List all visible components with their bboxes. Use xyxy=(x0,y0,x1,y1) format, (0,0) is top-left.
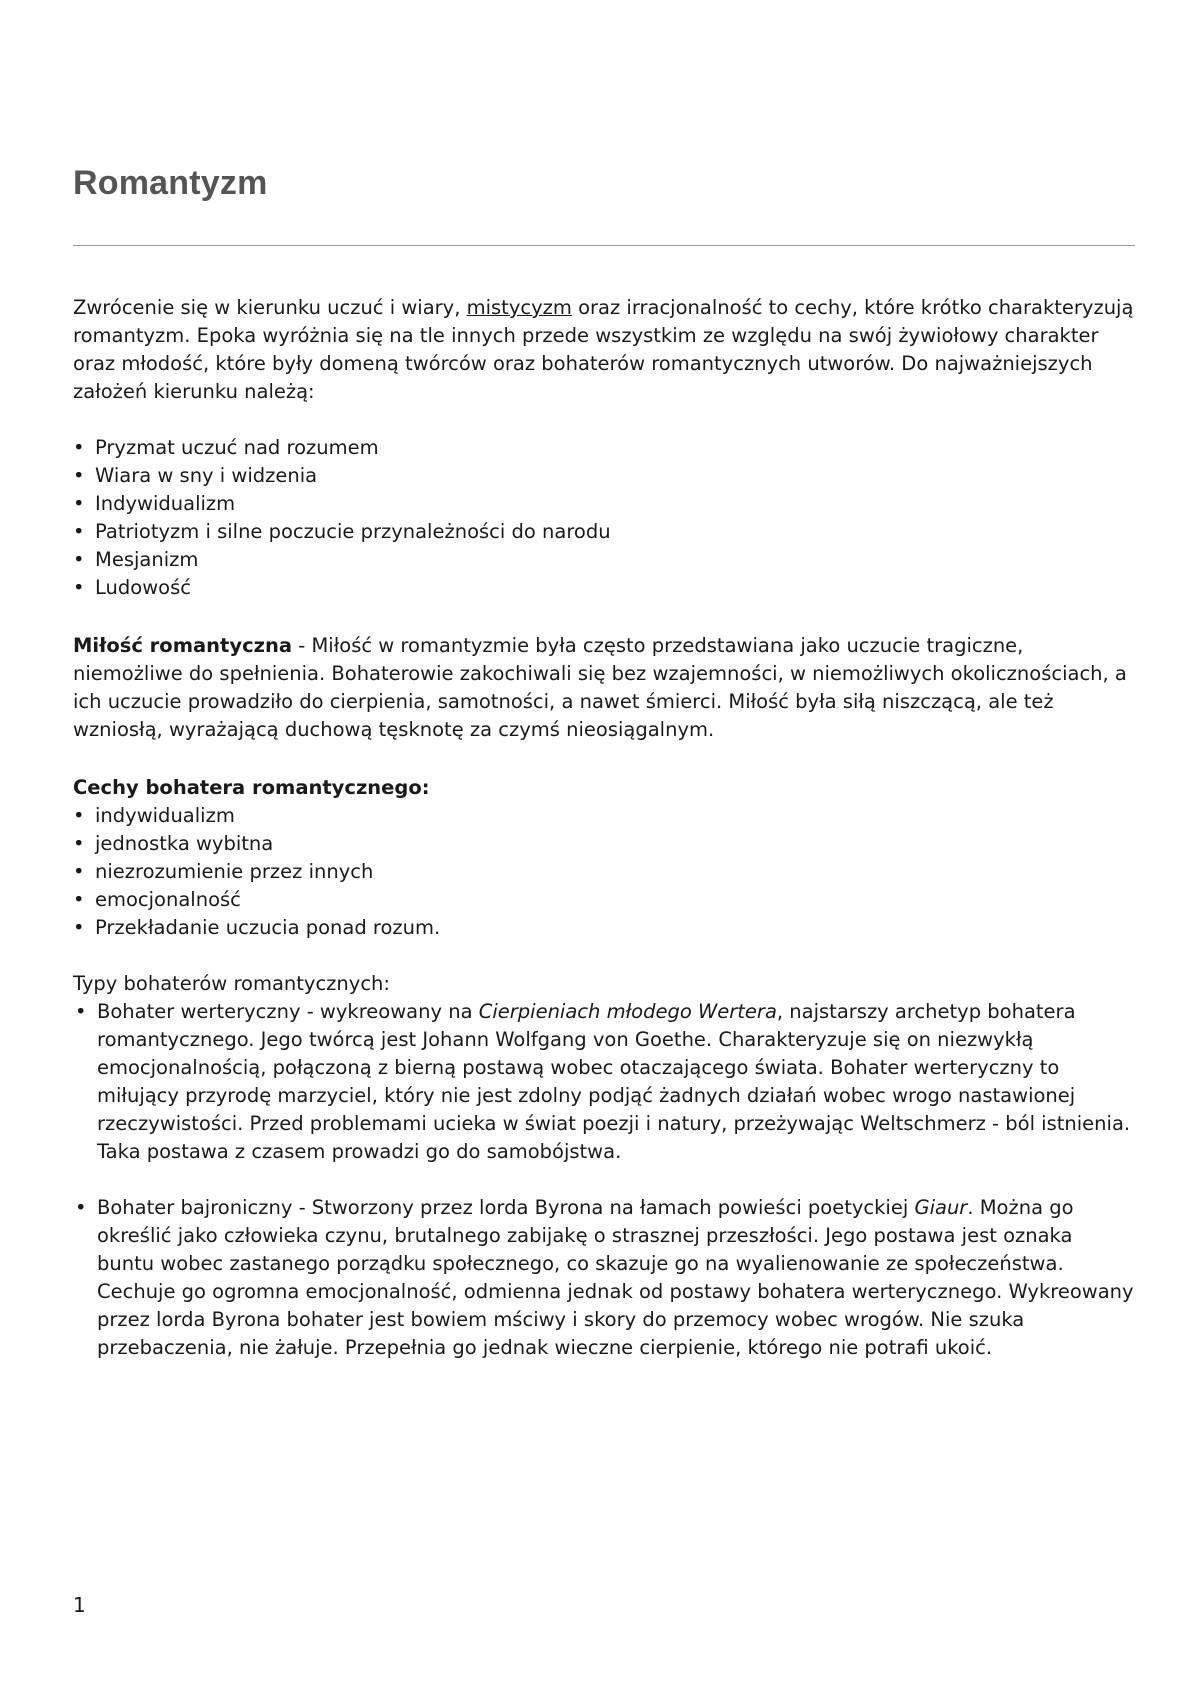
list-item: • Ludowość xyxy=(73,574,1135,602)
document-page xyxy=(73,0,1135,1696)
type-text-end: . Można go określić jako człowieka czynu, brutalnego zabijakę o strasznej przeszłości. Jego postawa jest oznaka buntu wobec zastanego porządku społecznego, co skazuje go na wyalienowanie ze społeczeństwa. Cechuje go ogromna emocjonalność, odmienna jednak od postawy bohatera werterycznego. Wykreowany przez lorda Byrona bohater jest bowiem mściwy i skory do przemocy wobec wrogów. Nie szuka przebaczenia, nie żałuje. Przepełnia go jednak wieczne cierpienie, którego nie potrafi ukoić. xyxy=(97,1196,1134,1359)
intro-underlined-term: mistycyzm xyxy=(466,296,572,319)
list-item xyxy=(73,998,1135,1166)
list-item: • Pryzmat uczuć nad rozumem xyxy=(73,434,1135,462)
intro-paragraph xyxy=(73,294,1135,406)
list-item xyxy=(73,1194,1135,1362)
page-number: 1 xyxy=(73,1593,86,1617)
type-text-end: , najstarszy archetyp bohatera romantycznego. Jego twórcą jest Johann Wolfgang von Goethe. Charakteryzuje się on niezwykłą emocjonalnością, połączoną z bierną postawą wobec otaczającego świata. Bohater werteryczny to miłujący przyrodę marzyciel, który nie jest zdolny podjąć żadnych działań wobec wrogo nastawionej rzeczywistości. Przed problemami ucieka w świat poezji i natury, przeżywając Weltschmerz - ból istnienia. Taka postawa z czasem prowadzi go do samobójstwa. xyxy=(97,1000,1131,1163)
list-item: • Patriotyzm i silne poczucie przynależności do narodu xyxy=(73,518,1135,546)
list-item: • Mesjanizm xyxy=(73,546,1135,574)
list-item: • Przekładanie uczucia ponad rozum. xyxy=(73,914,1135,942)
love-term: Miłość romantyczna xyxy=(73,634,293,657)
love-text: - Miłość w romantyzmie była często przedstawiana jako uczucie tragiczne, niemożliwe do spełnienia. Bohaterowie zakochiwali się bez wzajemności, w niemożliwych okolicznościach, a ich uczucie prowadziło do cierpienia, samotności, a nawet śmierci. Miłość była siłą niszczącą, ale też wzniosłą, wyrażającą duchową tęsknotę za czymś nieosiągalnym. xyxy=(73,634,1127,741)
type-text-start: Bohater bajroniczny - Stworzony przez lorda Byrona na łamach powieści poetyckiej xyxy=(97,1196,915,1219)
principles-list xyxy=(73,434,1135,602)
list-item: • indywidualizm xyxy=(73,802,1135,830)
intro-text-start: Zwrócenie się w kierunku uczuć i wiary, xyxy=(73,296,467,319)
intro-text-end: oraz irracjonalność to cechy, które krótko charakteryzują romantyzm. Epoka wyróżnia się na tle innych przede wszystkim ze względu na swój żywiołowy charakter oraz młodość, które były domeną twórców oraz bohaterów romantycznych utworów. Do najważniejszych założeń kierunku należą: xyxy=(73,296,1134,403)
list-item: • Indywidualizm xyxy=(73,490,1135,518)
document-title: Romantyzm xyxy=(73,164,268,202)
list-item: • emocjonalność xyxy=(73,886,1135,914)
hero-traits-heading: Cechy bohatera romantycznego: xyxy=(73,776,430,799)
list-item: • Wiara w sny i widzenia xyxy=(73,462,1135,490)
type-work-title: Cierpieniach młodego Wertera xyxy=(478,1000,777,1023)
document-body xyxy=(73,294,1135,1362)
title-divider xyxy=(73,245,1135,246)
hero-types-list xyxy=(73,998,1135,1362)
hero-traits-list xyxy=(73,802,1135,942)
love-paragraph xyxy=(73,632,1135,744)
types-heading: Typy bohaterów romantycznych: xyxy=(73,972,390,995)
list-item: • niezrozumienie przez innych xyxy=(73,858,1135,886)
type-text-start: Bohater werteryczny - wykreowany na xyxy=(97,1000,479,1023)
type-work-title: Giaur xyxy=(914,1196,968,1219)
list-item: • jednostka wybitna xyxy=(73,830,1135,858)
